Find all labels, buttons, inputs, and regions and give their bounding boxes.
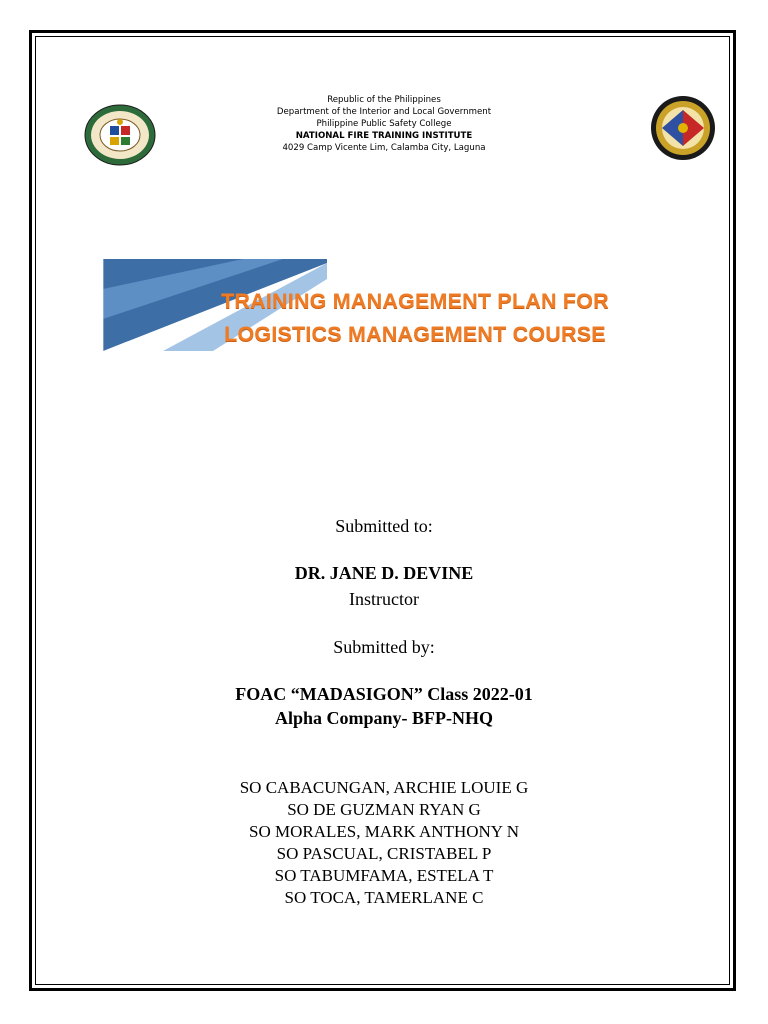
letterhead-institute: NATIONAL FIRE TRAINING INSTITUTE xyxy=(295,131,473,141)
submitted-by-label: Submitted by: xyxy=(333,637,435,657)
letterhead-college: Philippine Public Safety College xyxy=(316,119,452,129)
member-name: SO TABUMFAMA, ESTELA T xyxy=(274,866,494,885)
submitted-to-label: Submitted to: xyxy=(335,516,433,536)
instructor-name: DR. JANE D. DEVINE xyxy=(294,563,474,583)
member-name: SO TOCA, TAMERLANE C xyxy=(284,888,484,907)
letterhead xyxy=(184,94,584,154)
letterhead-republic: Republic of the Philippines xyxy=(327,95,441,105)
member-name: SO CABACUNGAN, ARCHIE LOUIE G xyxy=(239,778,529,797)
instructor-role: Instructor xyxy=(349,589,419,609)
letterhead-address: 4029 Camp Vicente Lim, Calamba City, Laguna xyxy=(282,143,486,153)
member-list xyxy=(0,777,768,909)
nfti-seal-icon xyxy=(650,95,716,161)
company-line: Alpha Company- BFP-NHQ xyxy=(274,708,494,728)
member-name: SO MORALES, MARK ANTHONY N xyxy=(249,822,519,841)
letterhead-department: Department of the Interior and Local Government xyxy=(276,107,492,117)
ppsc-seal-icon xyxy=(84,104,156,166)
member-name: SO PASCUAL, CRISTABEL P xyxy=(276,844,492,863)
member-name: SO DE GUZMAN RYAN G xyxy=(287,800,481,819)
class-line: FOAC “MADASIGON” Class 2022-01 xyxy=(235,684,533,704)
document-title xyxy=(150,285,680,351)
title-line-2: LOGISTICS MANAGEMENT COURSE xyxy=(224,322,606,346)
title-line-1: TRAINING MANAGEMENT PLAN FOR xyxy=(221,289,609,313)
